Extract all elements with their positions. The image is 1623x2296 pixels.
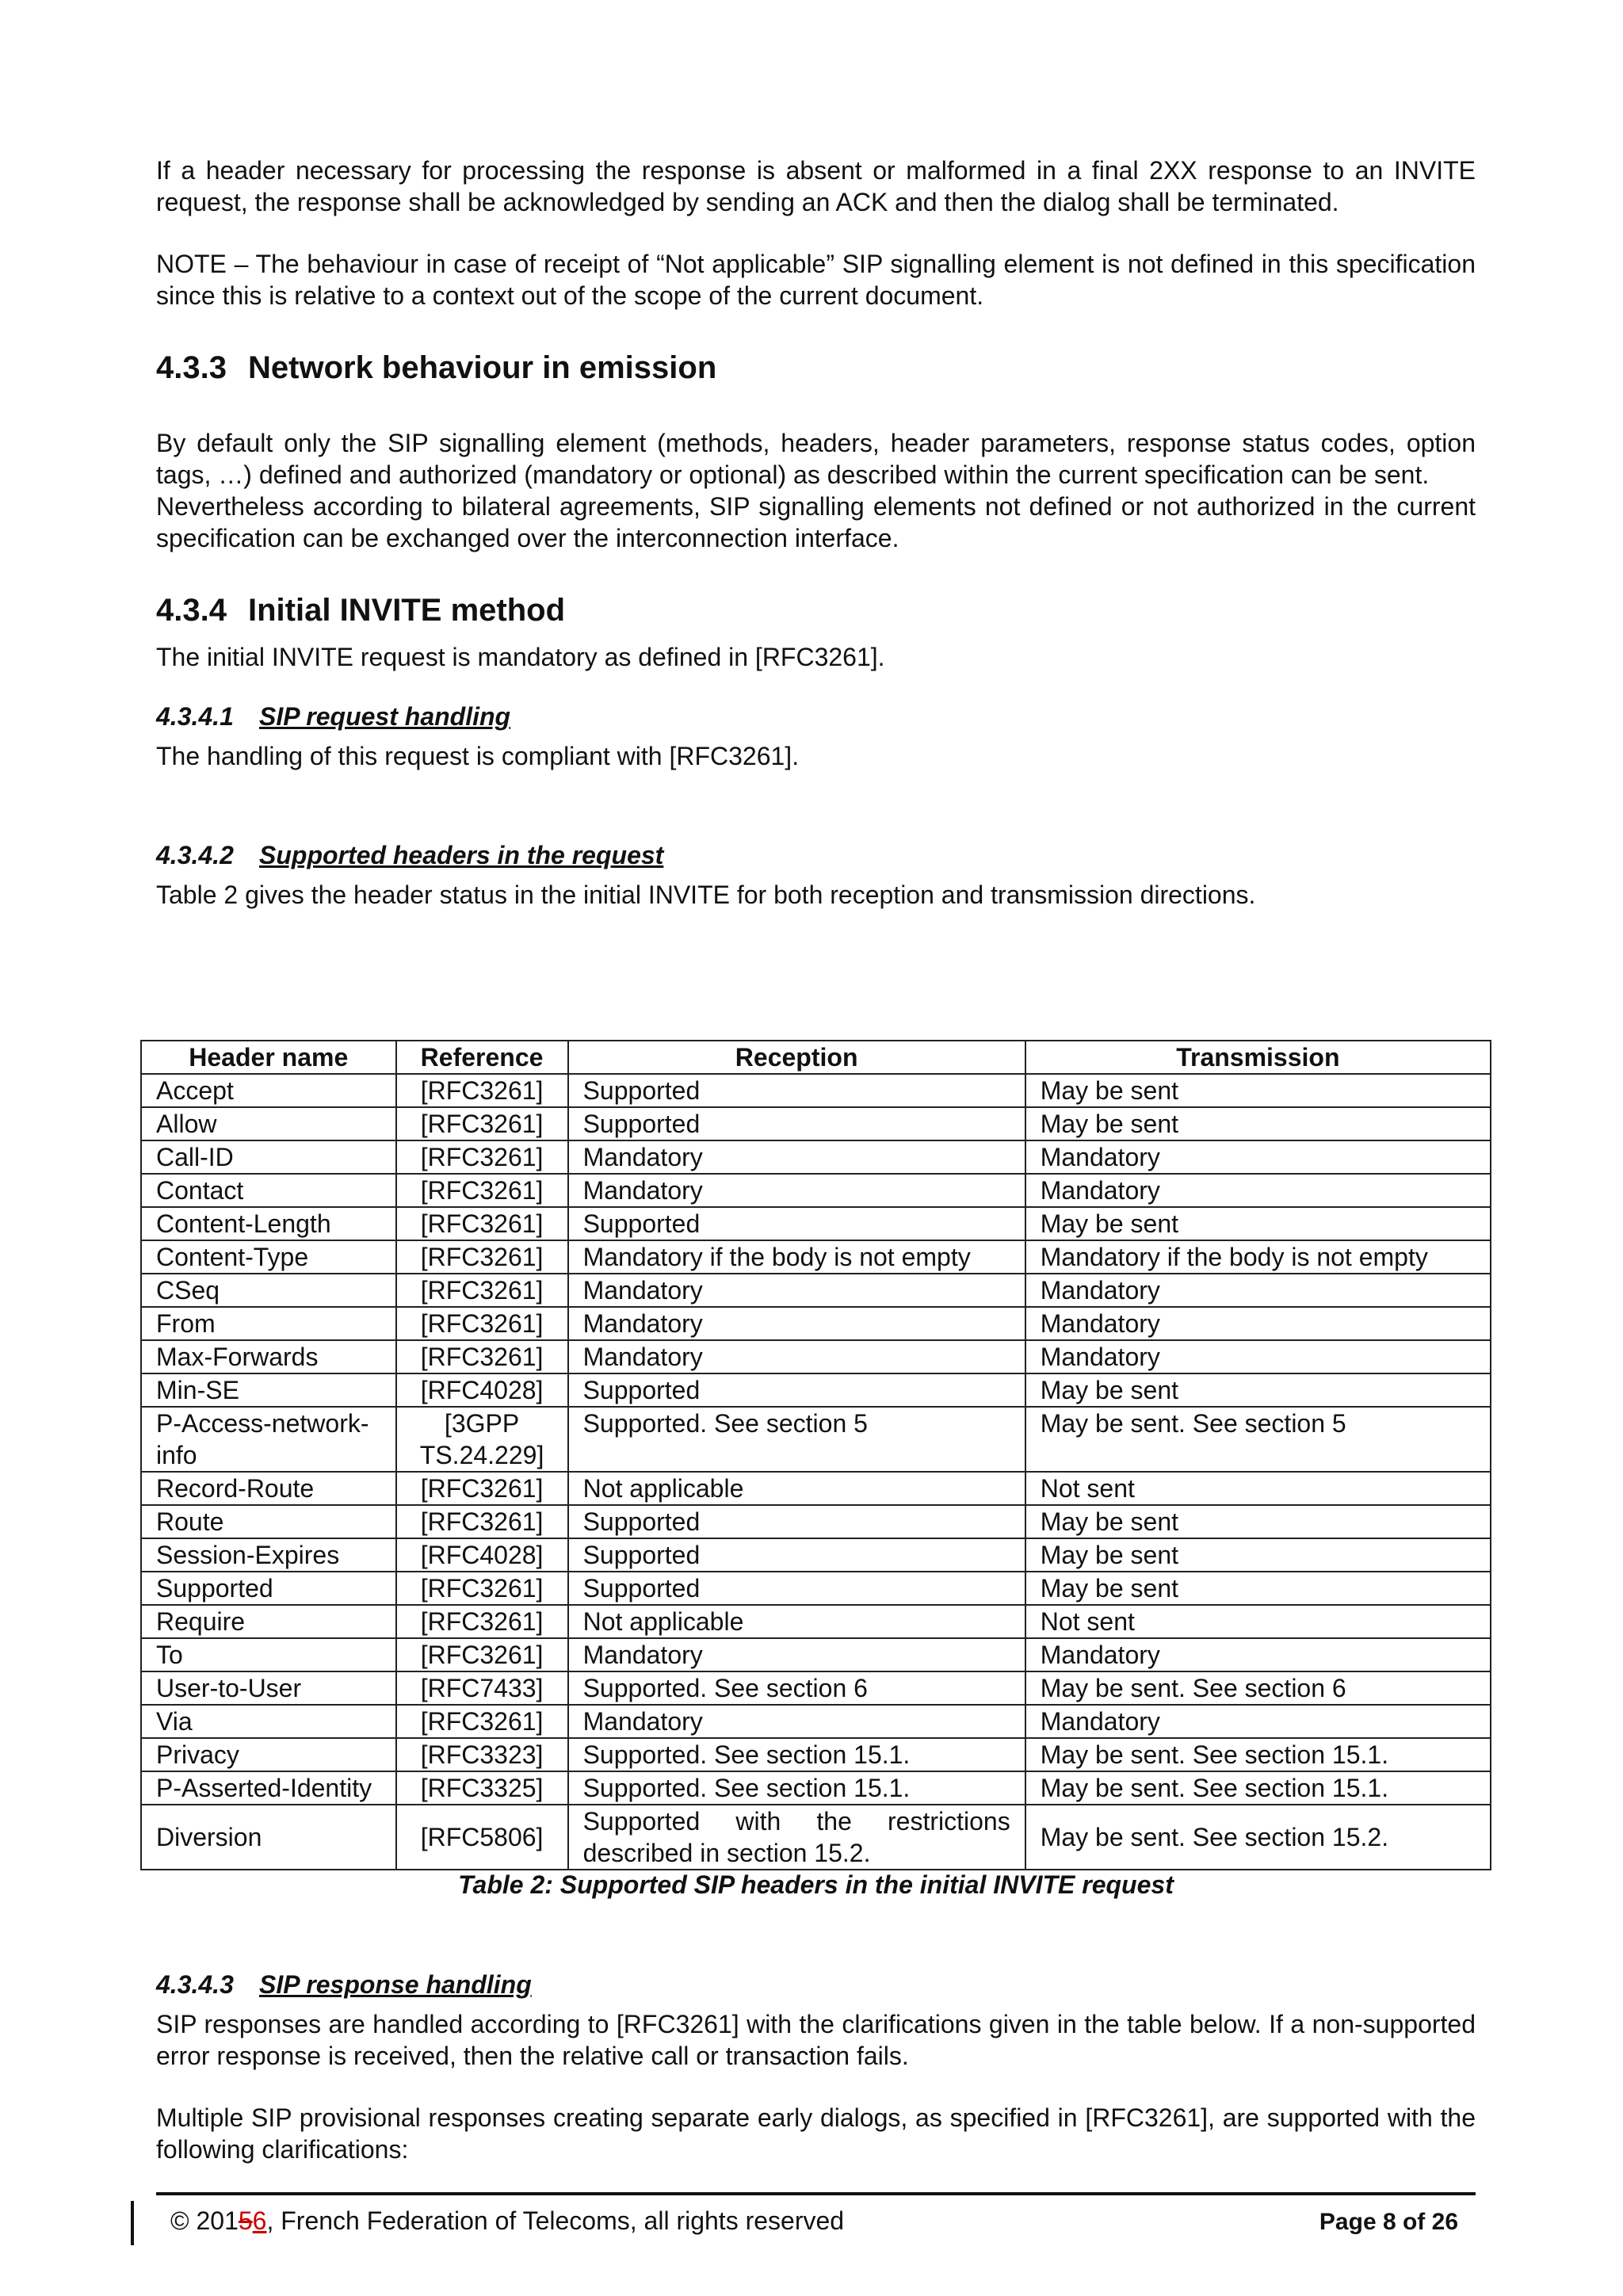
table-row — [141, 1140, 1491, 1174]
response-handling-paragraph-1: SIP responses are handled according to [RFC3261] with the clarifications given in the table below. If a non-supported error response is received, then the relative call or transaction fails. — [156, 2010, 1476, 2070]
table-row — [141, 1307, 1491, 1340]
upper-content — [156, 155, 1476, 911]
reception-cell: Supported — [568, 1538, 1025, 1572]
table-header-row — [141, 1041, 1491, 1074]
revision-change-bar — [131, 2201, 134, 2245]
reference-cell: [RFC3261] — [396, 1274, 568, 1307]
section-number: 4.3.4.3 — [156, 1970, 234, 1999]
table-row — [141, 1373, 1491, 1407]
transmission-cell: Mandatory — [1025, 1638, 1491, 1671]
transmission-cell: May be sent. See section 15.1. — [1025, 1771, 1491, 1805]
copyright-prefix: © 201 — [170, 2206, 239, 2235]
note-paragraph: NOTE – The behaviour in case of receipt of “Not applicable” SIP signalling element is not defined in this specification since this is relative to a context out of the scope of the current document. — [156, 250, 1476, 310]
table-row — [141, 1572, 1491, 1605]
reference-cell: [RFC3325] — [396, 1771, 568, 1805]
emission-paragraph-1: By default only the SIP signalling element (methods, headers, header parameters, response status codes, option tags, …) defined and authorized (mandatory or optional) as described within the current specification can be sent. — [156, 429, 1476, 489]
reference-cell: [RFC3261] — [396, 1340, 568, 1373]
transmission-cell: Mandatory — [1025, 1705, 1491, 1738]
table-row — [141, 1638, 1491, 1671]
table-row — [141, 1340, 1491, 1373]
response-handling-paragraph-2: Multiple SIP provisional responses creating separate early dialogs, as specified in [RFC3261], are supported with the following clarifications: — [156, 2103, 1476, 2164]
transmission-cell: May be sent — [1025, 1107, 1491, 1140]
table-row — [141, 1805, 1491, 1870]
table-row — [141, 1074, 1491, 1107]
reference-cell: [RFC4028] — [396, 1538, 568, 1572]
reference-cell: [RFC3261] — [396, 1240, 568, 1274]
header-name-cell: Supported — [141, 1572, 396, 1605]
reference-cell: [RFC3261] — [396, 1174, 568, 1207]
header-name-cell: Max-Forwards — [141, 1340, 396, 1373]
header-name-cell: Session-Expires — [141, 1538, 396, 1572]
reception-cell: Mandatory — [568, 1638, 1025, 1671]
lower-content — [156, 1969, 1476, 2165]
invite-paragraph: The initial INVITE request is mandatory as defined in [RFC3261]. — [156, 643, 885, 671]
reception-cell: Mandatory if the body is not empty — [568, 1240, 1025, 1274]
reception-cell: Mandatory — [568, 1705, 1025, 1738]
reception-cell: Not applicable — [568, 1472, 1025, 1505]
reception-cell: Mandatory — [568, 1174, 1025, 1207]
table-row — [141, 1207, 1491, 1240]
section-title: SIP request handling — [259, 702, 511, 731]
section-4-3-4-2-heading — [156, 839, 1476, 871]
reference-cell: [RFC3261] — [396, 1505, 568, 1538]
footer-divider — [156, 2192, 1476, 2195]
section-4-3-4-3-heading — [156, 1969, 1476, 2000]
header-name-cell: To — [141, 1638, 396, 1671]
table-row — [141, 1274, 1491, 1307]
reception-cell: Supported — [568, 1207, 1025, 1240]
reception-cell: Mandatory — [568, 1140, 1025, 1174]
transmission-cell: May be sent — [1025, 1538, 1491, 1572]
transmission-cell: May be sent. See section 6 — [1025, 1671, 1491, 1705]
reception-cell: Mandatory — [568, 1274, 1025, 1307]
section-number: 4.3.4 — [156, 593, 227, 628]
supported-headers-table — [140, 1040, 1491, 1870]
table-row — [141, 1240, 1491, 1274]
transmission-cell: May be sent — [1025, 1207, 1491, 1240]
table-caption: Table 2: Supported SIP headers in the initial INVITE request — [458, 1870, 1174, 1899]
table-row — [141, 1538, 1491, 1572]
section-number: 4.3.4.1 — [156, 702, 234, 731]
transmission-cell: May be sent — [1025, 1505, 1491, 1538]
reception-cell: Supported — [568, 1373, 1025, 1407]
header-name-cell: CSeq — [141, 1274, 396, 1307]
section-title: SIP response handling — [259, 1970, 532, 1999]
transmission-cell: Mandatory — [1025, 1140, 1491, 1174]
table-row — [141, 1407, 1491, 1472]
section-title: Supported headers in the request — [259, 841, 664, 869]
request-handling-paragraph: The handling of this request is compliant with [RFC3261]. — [156, 742, 800, 770]
table-row — [141, 1738, 1491, 1771]
header-name-cell: P-Access-network-info — [141, 1407, 396, 1472]
header-name-cell: Record-Route — [141, 1472, 396, 1505]
table-row — [141, 1705, 1491, 1738]
reference-cell: [RFC3261] — [396, 1307, 568, 1340]
table-row — [141, 1174, 1491, 1207]
column-header: Header name — [141, 1041, 396, 1074]
reception-cell: Supported. See section 5 — [568, 1407, 1025, 1472]
reference-cell: [3GPP TS.24.229] — [396, 1407, 568, 1472]
transmission-cell: Mandatory — [1025, 1174, 1491, 1207]
transmission-cell: Not sent — [1025, 1472, 1491, 1505]
reference-cell: [RFC3261] — [396, 1207, 568, 1240]
reception-cell: Not applicable — [568, 1605, 1025, 1638]
year-inserted-revision: 6 — [252, 2206, 267, 2235]
column-header: Reference — [396, 1041, 568, 1074]
header-name-cell: Accept — [141, 1074, 396, 1107]
transmission-cell: Mandatory — [1025, 1274, 1491, 1307]
reception-cell: Supported — [568, 1572, 1025, 1605]
section-number: 4.3.3 — [156, 350, 227, 385]
header-name-cell: Contact — [141, 1174, 396, 1207]
header-name-cell: Content-Type — [141, 1240, 396, 1274]
header-name-cell: User-to-User — [141, 1671, 396, 1705]
table-row — [141, 1107, 1491, 1140]
table-row — [141, 1671, 1491, 1705]
reference-cell: [RFC3261] — [396, 1472, 568, 1505]
header-name-cell: Diversion — [141, 1805, 396, 1870]
reference-cell: [RFC3323] — [396, 1738, 568, 1771]
transmission-cell: Mandatory — [1025, 1307, 1491, 1340]
reception-cell: Supported with the restrictions described in section 15.2. — [568, 1805, 1025, 1870]
page-number: Page 8 of 26 — [1319, 2209, 1458, 2235]
reception-cell: Supported. See section 15.1. — [568, 1738, 1025, 1771]
table-row — [141, 1771, 1491, 1805]
section-number: 4.3.4.2 — [156, 841, 234, 869]
header-name-cell: Call-ID — [141, 1140, 396, 1174]
reference-cell: [RFC7433] — [396, 1671, 568, 1705]
footer-copyright — [170, 2205, 844, 2237]
transmission-cell: Mandatory — [1025, 1340, 1491, 1373]
reference-cell: [RFC3261] — [396, 1140, 568, 1174]
header-name-cell: Route — [141, 1505, 396, 1538]
column-header: Transmission — [1025, 1041, 1491, 1074]
reference-cell: [RFC3261] — [396, 1605, 568, 1638]
reference-cell: [RFC3261] — [396, 1572, 568, 1605]
transmission-cell: May be sent. See section 15.2. — [1025, 1805, 1491, 1870]
table-row — [141, 1605, 1491, 1638]
transmission-cell: May be sent — [1025, 1373, 1491, 1407]
intro-paragraph: If a header necessary for processing the response is absent or malformed in a final 2XX response to an INVITE request, the response shall be acknowledged by sending an ACK and then the dialog shall be terminated. — [156, 156, 1476, 216]
reception-cell: Supported. See section 6 — [568, 1671, 1025, 1705]
reception-cell: Supported — [568, 1505, 1025, 1538]
header-name-cell: Via — [141, 1705, 396, 1738]
reception-cell: Supported — [568, 1074, 1025, 1107]
transmission-cell: Mandatory if the body is not empty — [1025, 1240, 1491, 1274]
reference-cell: [RFC3261] — [396, 1074, 568, 1107]
reference-cell: [RFC3261] — [396, 1638, 568, 1671]
header-name-cell: Min-SE — [141, 1373, 396, 1407]
header-name-cell: Content-Length — [141, 1207, 396, 1240]
table-intro-paragraph: Table 2 gives the header status in the initial INVITE for both reception and transmission directions. — [156, 881, 1256, 909]
header-name-cell: P-Asserted-Identity — [141, 1771, 396, 1805]
reference-cell: [RFC3261] — [396, 1705, 568, 1738]
copyright-suffix: , French Federation of Telecoms, all rights reserved — [266, 2206, 845, 2235]
reference-cell: [RFC4028] — [396, 1373, 568, 1407]
section-title: Network behaviour in emission — [248, 350, 717, 385]
transmission-cell: May be sent. See section 5 — [1025, 1407, 1491, 1472]
table-row — [141, 1472, 1491, 1505]
section-4-3-4-1-heading — [156, 701, 1476, 732]
header-name-cell: From — [141, 1307, 396, 1340]
reception-cell: Mandatory — [568, 1307, 1025, 1340]
year-deleted-revision: 5 — [238, 2206, 253, 2235]
transmission-cell: May be sent — [1025, 1074, 1491, 1107]
header-name-cell: Require — [141, 1605, 396, 1638]
table-row — [141, 1505, 1491, 1538]
column-header: Reception — [568, 1041, 1025, 1074]
reception-cell: Supported — [568, 1107, 1025, 1140]
transmission-cell: Not sent — [1025, 1605, 1491, 1638]
reception-cell: Supported. See section 15.1. — [568, 1771, 1025, 1805]
transmission-cell: May be sent — [1025, 1572, 1491, 1605]
header-name-cell: Privacy — [141, 1738, 396, 1771]
header-name-cell: Allow — [141, 1107, 396, 1140]
emission-paragraph-2: Nevertheless according to bilateral agreements, SIP signalling elements not defined or not authorized in the current specification can be exchanged over the interconnection interface. — [156, 492, 1476, 552]
transmission-cell: May be sent. See section 15.1. — [1025, 1738, 1491, 1771]
section-4-3-4-heading — [156, 590, 1476, 630]
section-4-3-3-heading — [156, 348, 1476, 388]
section-title: Initial INVITE method — [248, 593, 566, 628]
reference-cell: [RFC5806] — [396, 1805, 568, 1870]
reference-cell: [RFC3261] — [396, 1107, 568, 1140]
reception-cell: Mandatory — [568, 1340, 1025, 1373]
